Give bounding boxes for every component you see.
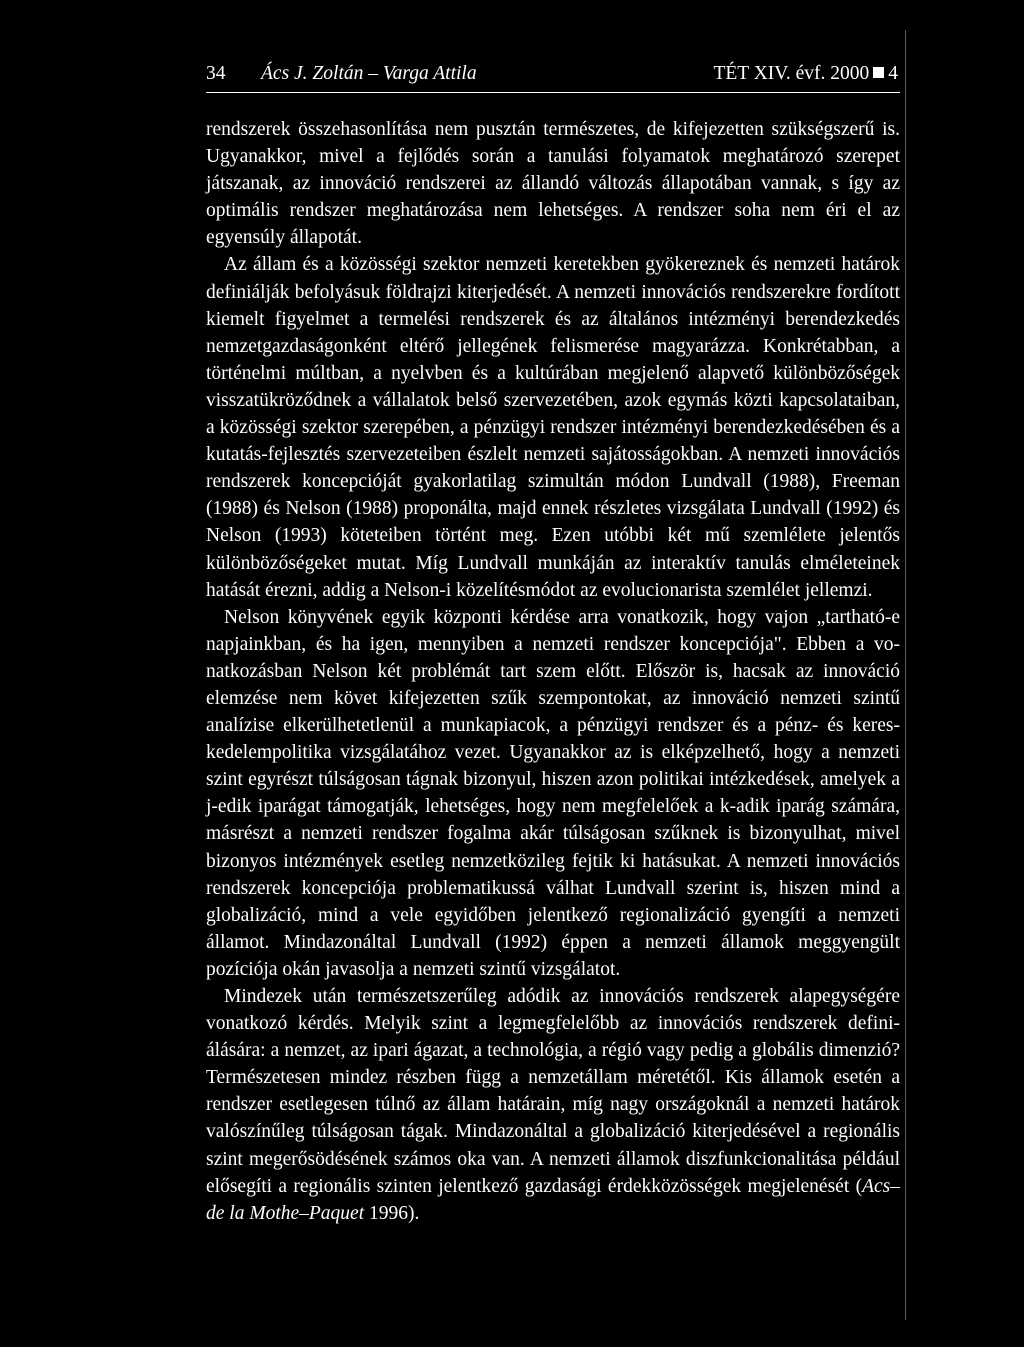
issue-number: 4 [888,63,898,84]
square-bullet-icon [873,67,884,78]
paragraph-continued: rendszerek összehasonlítása nem pusztán természetes, de kifejezetten szükségszerű is. Ugyanakkor, mivel a fejlődés során a tanulási folyamatok meghatározó szerepet játszanak, az innováció rendszerei az állandó változás állapotában vannak, s így az optimális rendszer meghatározása nem lehetséges. A rendszer soha nem éri el az egyensúly állapotát. [206,119,900,249]
article-body [206,116,900,1227]
header-journal [713,58,898,90]
page-edge-divider [905,30,906,1320]
citation-year: 1996). [364,1202,420,1224]
page-number: 34 [206,63,226,84]
paragraph: Nelson könyvének egyik központi kérdése arra vonatkozik, hogy vajon „tartható-e napjainkban, és ha igen, mennyiben a nemzeti rendszer koncepciója". Ebben a vonatkozásban Nelson két problémát tart szem előtt. Először is, hacsak az innováció elemzése nem követ kifejezetten szűk szempontokat, az innováció nemzeti szintű analízise elkerülhetetlenül a munkapiacok, a pénzügyi rendszer és a pénz- és kereskedelempolitika vizsgálatához vezet. Ugyanakkor az is elképzelhető, hogy a nemzeti szint egyrészt túlságosan tágnak bizonyul, hiszen azon politikai intézkedések, amelyek a j-edik iparágat támogatják, lehetséges, hogy nem megfelelőek a k-adik iparág számára, másrészt a nemzeti rendszer fogalma akár túlságosan szűknek is bizonyulhat, mivel bizonyos intézmények esetleg nemzetközileg fejtik ki hatásukat. A nemzeti innovációs rendszerek koncepciója problematikussá válhat Lundvall szerint is, hiszen mind a globalizáció, mind a vele egyidőben jelentkező regionalizáció gyengíti a nemzeti államot. Mindazonáltal Lundvall (1992) éppen a nemzeti államok meggyengült pozíciója okán javasolja a nemzeti szintű vizsgálatot. [206,606,900,980]
paragraph-last [206,983,900,1227]
journal-title: TÉT XIV. évf. 2000 [713,63,870,84]
header-authors: Ács J. Zoltán – Varga Attila [261,63,477,84]
citation-authors: Acs–de la Mothe–Paquet [206,1175,900,1224]
paragraph-text: Mindezek után természetszerűleg adódik az innovációs rendszerek alapegységére vonatkozó kérdés. Melyik szint a legmegfelelőbb az innovációs rendszerek definiálására: a nemzet, az ipari ágazat, a technológia, a régió vagy pedig a globális dimenzió? Természetesen mindez részben függ a nemzetállam méretétől. Kis államok esetén a rendszer esetlegesen túlnő az állam határain, míg nagy országoknál a nemzeti határok valószínűleg túlságosan tágak. Mindazonáltal a globalizáció kiterjedésével a regionális szint megerősödésének számos oka van. A nemzeti államok diszfunkcionalitása például elősegíti a regionális szinten jelentkező gazdasági érdekközösségek megjelenését ( [206,986,900,1197]
running-header [206,58,900,93]
paragraph: Az állam és a közösségi szektor nemzeti keretekben gyökereznek és nemzeti határok definiálják befolyásuk földrajzi kiterjedését. A nemzeti innovációs rendszerekre fordított kiemelt figyelmet a termelési rendszerek és az általános intézményi berendezkedés nemzetgazdaságonként eltérő jellegének felismerése magyarázza. Konkrétabban, a történelmi múltban, a nyelvben és a kultúrában megjelenő alapvető különbözőségek visszatükröződnek a vállalatok belső szervezetében, azok egymás közti kapcsolataiban, a közösségi szektor szerepében, a pénzügyi rendszer intézményi berendezkedésében és a kutatás-fejlesztés szervezeteiben észlelt nemzeti sajátosságokban. A nemzeti innovációs rendszerek koncepcióját gyakorlatilag szimultán módon Lundvall (1988), Freeman (1988) és Nelson (1988) proponálta, majd ennek részletes vizsgálata Lundvall (1992) és Nelson (1993) köteteiben történt meg. Ezen utóbbi két mű szemlélete jelentős különbözőségeket mutat. Míg Lundvall munkáján az interaktív tanulás elméleteinek hatását érezni, addig a Nelson-i közelítésmódot az evolucionarista szemlélet jellemzi. [206,254,900,601]
